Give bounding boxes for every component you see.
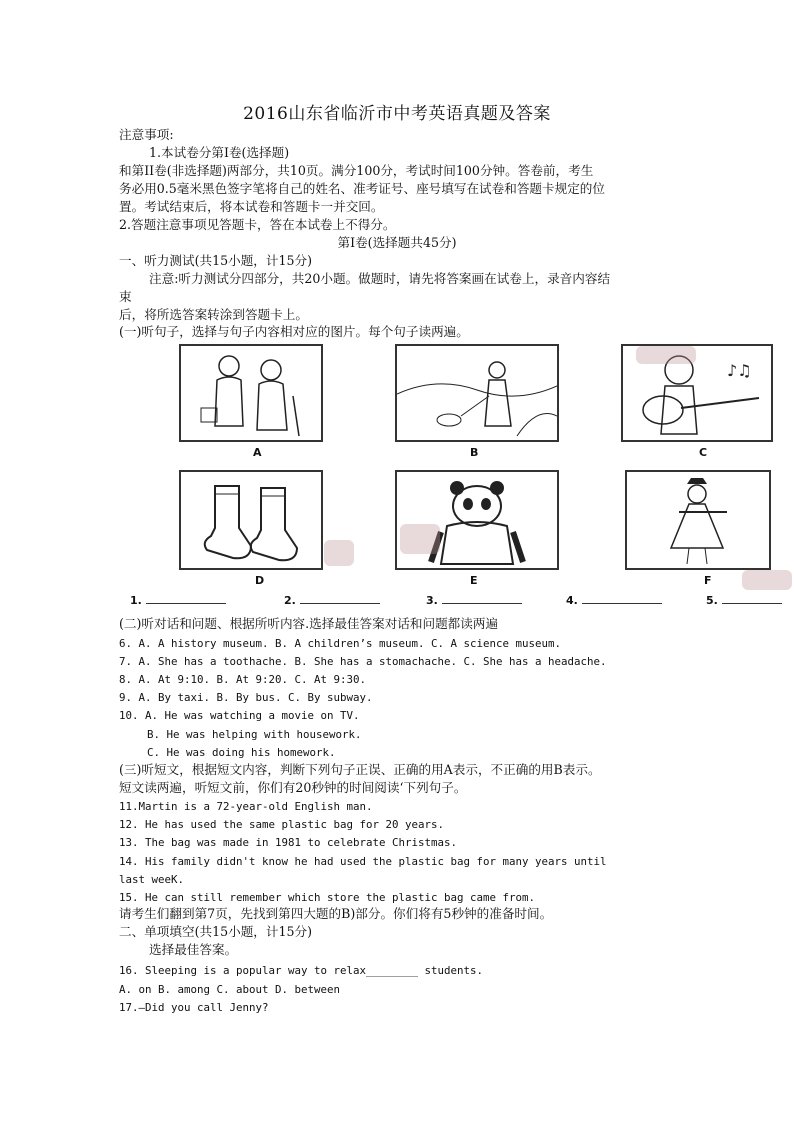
part-c-note: 短文读两遍，听短文前，你们有20秒钟的时间阅读‘下列句子。 [119, 780, 467, 795]
question-options: A. on B. among C. about D. between [119, 983, 341, 996]
section1-note: 后，将所选答案转涂到答题卡上。 [119, 307, 308, 322]
picture-label: B [470, 446, 479, 459]
notice-line: 和第II卷(非选择题)两部分，共10页。满分100分，考试时间100分钟。答卷前，考生 [119, 163, 594, 178]
walking-dog-icon [397, 346, 557, 440]
section1-note: 束 [119, 289, 132, 304]
question-line: 10. A. He was watching a movie on TV. [119, 709, 360, 722]
scan-blemish [400, 524, 440, 554]
scan-blemish [742, 570, 792, 590]
picture-grid [119, 340, 794, 610]
question-line: 9. A. By taxi. B. By bus. C. By subway. [119, 691, 373, 704]
question-line: 15. He can still remember which store the plastic bag came from. [119, 891, 536, 904]
question-line: last weeK. [119, 873, 185, 886]
question-line: 8. A. At 9:10. B. At 9:20. C. At 9:30. [119, 673, 367, 686]
picture-a [179, 344, 323, 442]
question-line: 11.Martin is a 72-year-old English man. [119, 800, 373, 813]
picture-label: E [470, 574, 478, 587]
flute-girl-icon [627, 472, 769, 568]
svg-text:♪♫: ♪♫ [727, 361, 752, 380]
question-line: 7. A. She has a toothache. B. She has a stomachache. C. She has a headache. [119, 655, 607, 668]
picture-d [179, 470, 323, 570]
question-line: 12. He has used the same plastic bag for 20 years. [119, 818, 445, 831]
section2-title: 二、单项填空(共15小题，计15分) [119, 924, 313, 939]
question-line: B. He was helping with housework. [147, 728, 362, 741]
part1-title: 第Ⅰ卷(选择题共45分) [337, 235, 457, 250]
question-line: 14. His family didn't know he had used the plastic bag for many years until [119, 855, 607, 868]
answer-blank[interactable]: 1. [130, 594, 226, 607]
picture-f [625, 470, 771, 570]
notice-line: 务必用0.5毫米黑色签字笔将自己的姓名、准考证号、座号填写在试卷和答题卡规定的位 [119, 181, 605, 196]
section1-title: 一、听力测试(共15小题，计15分) [119, 253, 313, 268]
answer-blank[interactable]: 3. [426, 594, 522, 607]
part-b-title: (二)听对话和问题、根据所听内容.选择最佳答案对话和问题都读两遍 [119, 616, 499, 631]
question-line: 13. The bag was made in 1981 to celebrate Christmas. [119, 836, 458, 849]
picture-e [395, 470, 559, 570]
picture-label: A [253, 446, 262, 459]
scan-blemish [324, 540, 354, 566]
scan-blemish [636, 346, 696, 364]
turn-note: 请考生们翻到第7页，先找到第四大题的B)部分。你们将有5秒钟的准备时间。 [119, 906, 553, 921]
socks-icon [181, 472, 321, 568]
answer-blank[interactable]: 2. [284, 594, 380, 607]
notice-line: 1.本试卷分第Ⅰ卷(选择题) [149, 145, 290, 160]
page-title: 2016山东省临沂市中考英语真题及答案 [243, 104, 551, 124]
picture-label: C [699, 446, 708, 459]
picture-label: F [704, 574, 712, 587]
question-line: 6. A. A history museum. B. A children’s museum. C. A science museum. [119, 637, 562, 650]
question-line: C. He was doing his homework. [147, 746, 336, 759]
picture-label: D [255, 574, 265, 587]
section1-note: 注意:听力测试分四部分，共20小题。做题时，请先将答案画在试卷上，录音内容结 [149, 271, 611, 286]
couple-icon [181, 346, 321, 440]
answer-blank[interactable]: 5. [706, 594, 782, 607]
question-line: 16. Sleeping is a popular way to relax________ students. [119, 964, 484, 977]
answer-blank[interactable]: 4. [566, 594, 662, 607]
picture-b [395, 344, 559, 442]
question-line: 17.—Did you call Jenny? [119, 1001, 269, 1014]
notice-line: 置。考试结束后，将本试卷和答题卡一并交回。 [119, 199, 384, 214]
notice-heading: 注意事项: [119, 127, 174, 142]
part-c-title: (三)听短文，根据短文内容，判断下列句子正误、正确的用A表示，不正确的用B表示。 [119, 762, 601, 777]
section2-note: 选择最佳答案。 [149, 942, 238, 957]
part-a-title: (一)听句子，选择与句子内容相对应的图片。每个句子读两遍。 [119, 324, 469, 339]
notice-line: 2.答题注意事项见答题卡，答在本试卷上不得分。 [119, 217, 396, 232]
